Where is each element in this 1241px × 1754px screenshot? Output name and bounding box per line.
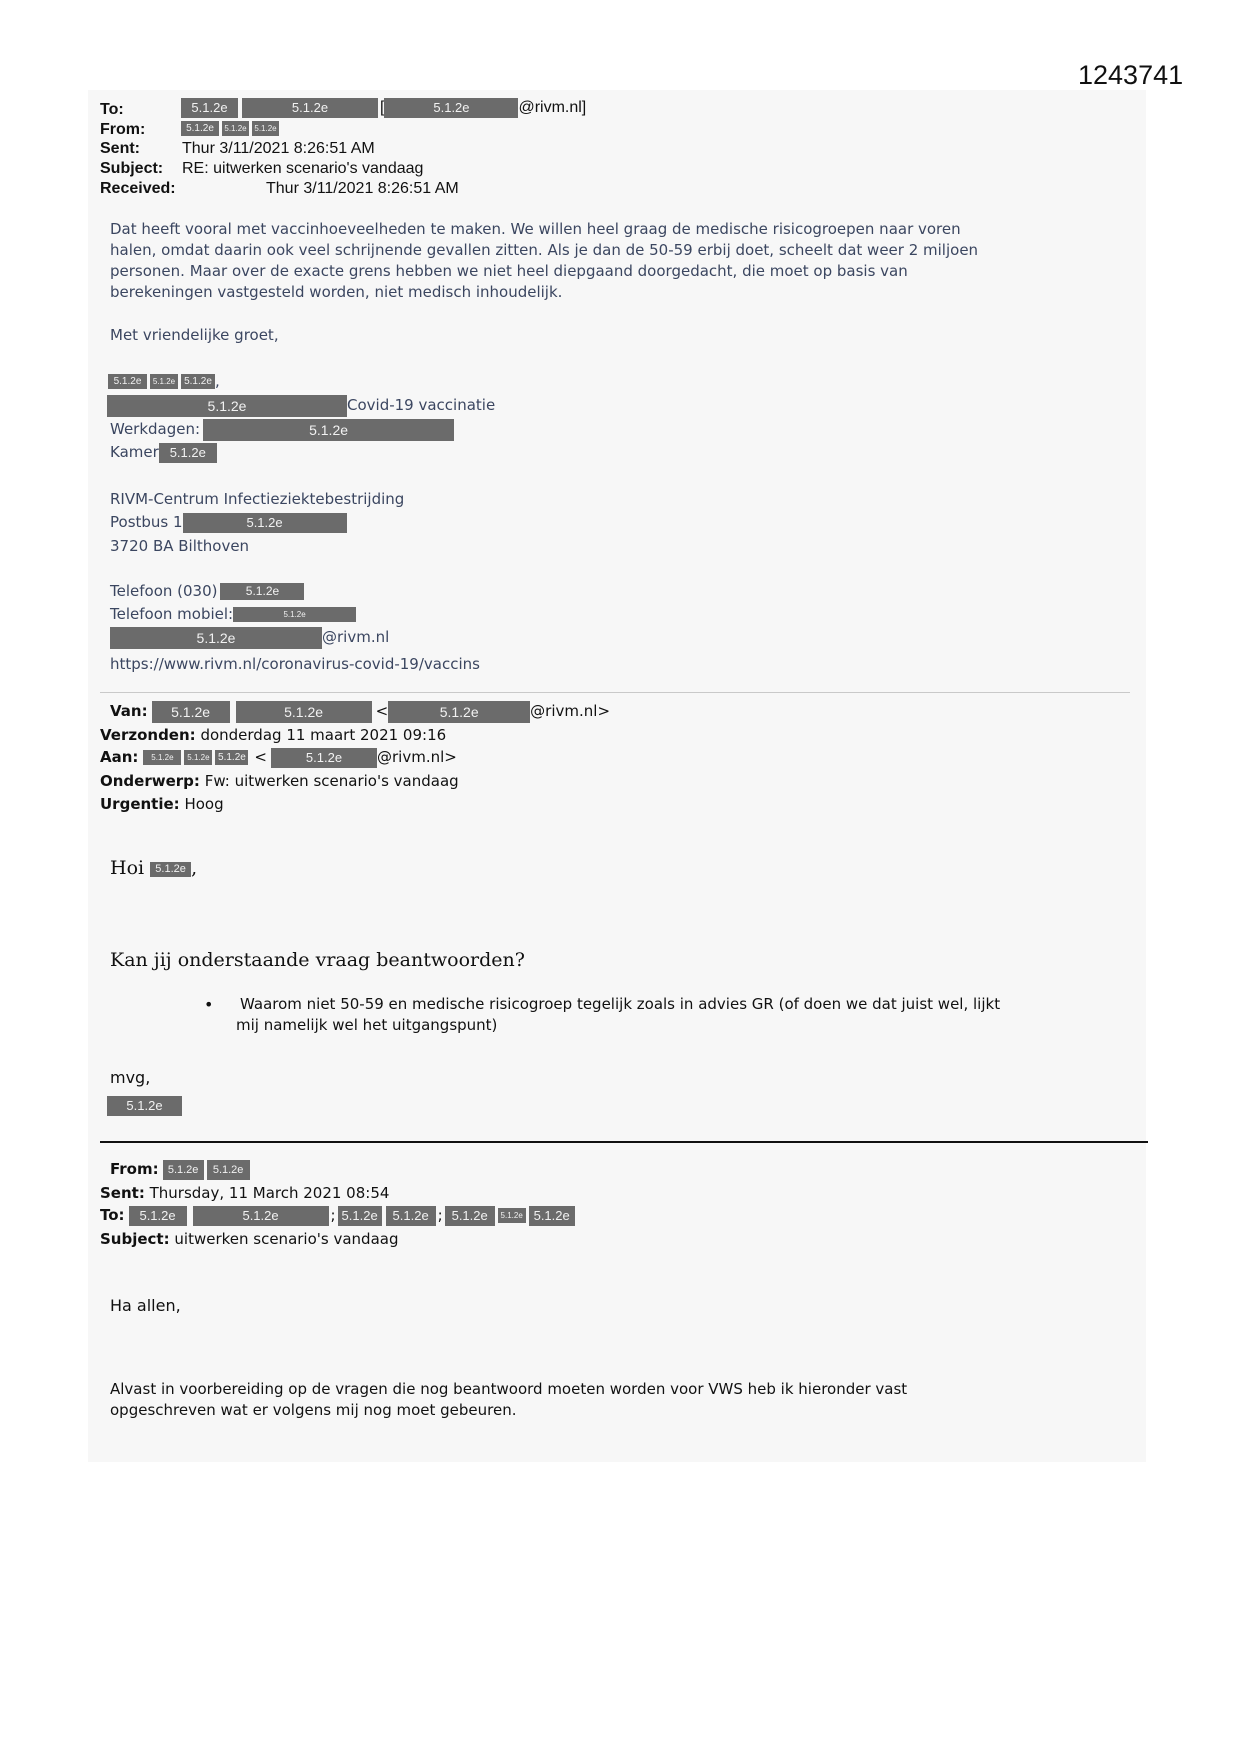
redaction-block: 5.1.2e xyxy=(110,627,322,649)
subject3-line xyxy=(100,1228,398,1251)
received-label: Received: xyxy=(100,180,176,197)
signature-mobile xyxy=(110,604,356,625)
postbox-label: Postbus 1 xyxy=(110,513,183,531)
signature-postbox xyxy=(110,512,347,533)
from3-label: From: xyxy=(110,1160,159,1178)
redaction-block: 5.1.2e xyxy=(143,750,181,765)
signature-comma: , xyxy=(215,372,220,390)
redaction-block: 5.1.2e xyxy=(220,583,304,600)
urgentie-label: Urgentie: xyxy=(100,795,180,813)
from-sender xyxy=(181,120,279,138)
forward-question: Kan jij onderstaande vraag beantwoorden? xyxy=(110,949,525,971)
redaction-block: 5.1.2e xyxy=(233,607,356,622)
redaction-block: 5.1.2e xyxy=(181,98,238,118)
redaction-block: 5.1.2e xyxy=(183,513,347,533)
redaction-block: 5.1.2e xyxy=(445,1206,495,1226)
forward-greeting-text: Hoi xyxy=(110,857,145,879)
reply-line-1: Dat heeft vooral met vaccinhoeveelheden te maken. We willen heel graag de medische risicogroepen naar voren xyxy=(110,220,961,238)
subject-label: Subject: xyxy=(100,160,164,177)
redaction-block: 5.1.2e xyxy=(108,374,147,389)
aan-email-suffix: @rivm.nl> xyxy=(377,748,457,766)
aan-label: Aan: xyxy=(100,748,139,766)
redaction-block: 5.1.2e xyxy=(236,701,372,723)
signature-role xyxy=(107,395,495,417)
email-suffix: @rivm.nl xyxy=(322,628,390,647)
from3-line xyxy=(110,1158,250,1181)
reply-line-2: halen, omdat daarin ook veel schrijnende gevallen zitten. Als je dan de 50-59 erbij doet, scheelt dat weer 2 miljoen xyxy=(110,241,979,259)
to-recipients xyxy=(181,98,586,118)
to3-semicolon: ; xyxy=(437,1206,443,1224)
from-label: From: xyxy=(100,121,146,138)
redaction-block: 5.1.2e xyxy=(193,1206,329,1226)
van-lt: < xyxy=(375,702,389,720)
redaction-block: 5.1.2e xyxy=(386,1206,436,1226)
redaction-block: 5.1.2e xyxy=(388,701,530,723)
reply-greeting: Met vriendelijke groet, xyxy=(110,326,279,344)
postal-address: 3720 BA Bilthoven xyxy=(110,537,250,555)
redaction-block: 5.1.2e xyxy=(529,1206,575,1226)
rivm-vaccine-url[interactable]: https://www.rivm.nl/coronavirus-covid-19/vaccins xyxy=(110,655,480,673)
onderwerp-value: Fw: uitwerken scenario's vandaag xyxy=(204,772,459,790)
signature-email xyxy=(110,627,389,649)
redaction-block: 5.1.2e xyxy=(384,98,518,118)
subject3-label: Subject: xyxy=(100,1230,170,1248)
reply-line-3: personen. Maar over de exacte grens hebben we niet heel diepgaand doorgedacht, die moet op basis van xyxy=(110,262,908,280)
sent3-label: Sent: xyxy=(100,1184,145,1202)
to-email-suffix: @rivm.nl] xyxy=(518,99,587,117)
redaction-block: 5.1.2e xyxy=(163,1160,204,1180)
header-divider xyxy=(100,692,1130,693)
message-separator xyxy=(100,1141,1148,1143)
redaction-block: 5.1.2e xyxy=(181,121,219,136)
redaction-block: 5.1.2e xyxy=(242,98,378,118)
mobile-label: Telefoon mobiel: xyxy=(110,605,234,623)
bullet-line-2: mij namelijk wel het uitgangspunt) xyxy=(236,1016,498,1034)
redaction-block: 5.1.2e xyxy=(215,750,248,765)
redaction-block: 5.1.2e xyxy=(152,701,230,723)
forward-greeting-comma: , xyxy=(191,857,198,879)
redaction-block: 5.1.2e xyxy=(207,1160,250,1180)
bullet-line-1: Waarom niet 50-59 en medische risicogroep tegelijk zoals in advies GR (of doen we dat juist wel, lijkt xyxy=(240,995,1001,1013)
signature-phone xyxy=(110,581,304,602)
redaction-block: 5.1.2e xyxy=(107,1096,182,1116)
van-label: Van: xyxy=(110,702,148,720)
verzonden-label: Verzonden: xyxy=(100,726,196,744)
redaction-block: 5.1.2e xyxy=(159,443,217,463)
signature-name xyxy=(108,371,220,392)
verzonden-line xyxy=(100,724,446,747)
onderwerp-line xyxy=(100,770,459,793)
room-label: Kamer xyxy=(110,443,159,461)
signature-room xyxy=(110,442,217,463)
forward-signature xyxy=(107,1096,182,1116)
signature-role-suffix: Covid-19 vaccinatie xyxy=(347,396,496,415)
to3-semicolon: ; xyxy=(330,1206,336,1224)
sent3-line xyxy=(100,1182,389,1205)
to3-label: To: xyxy=(100,1206,125,1224)
urgentie-line xyxy=(100,793,224,816)
reply-line-4: berekeningen vastgesteld worden, niet medisch inhoudelijk. xyxy=(110,283,563,301)
original-greeting: Ha allen, xyxy=(110,1296,181,1315)
onderwerp-label: Onderwerp: xyxy=(100,772,200,790)
original-line-1: Alvast in voorbereiding op de vragen die nog beantwoord moeten worden voor VWS heb ik hieronder vast xyxy=(110,1380,908,1398)
forward-greeting xyxy=(110,857,197,879)
redaction-block: 5.1.2e xyxy=(107,395,347,417)
van-line xyxy=(110,700,610,723)
bullet-symbol: • xyxy=(204,995,214,1014)
aan-lt: < xyxy=(254,748,267,766)
organization-name: RIVM-Centrum Infectieziektebestrijding xyxy=(110,490,405,508)
aan-line xyxy=(100,746,457,769)
redaction-block: 5.1.2e xyxy=(184,750,212,765)
received-value: Thur 3/11/2021 8:26:51 AM xyxy=(266,180,459,197)
original-line-2: opgeschreven wat er volgens mij nog moet gebeuren. xyxy=(110,1401,517,1419)
redaction-block: 5.1.2e xyxy=(252,121,279,136)
redaction-block: 5.1.2e xyxy=(498,1208,526,1223)
redaction-block: 5.1.2e xyxy=(222,121,249,136)
signature-workdays xyxy=(110,419,454,441)
redaction-block: 5.1.2e xyxy=(150,862,191,877)
redaction-block: 5.1.2e xyxy=(271,748,377,768)
subject3-value: uitwerken scenario's vandaag xyxy=(174,1230,399,1248)
subject-value: RE: uitwerken scenario's vandaag xyxy=(182,160,424,177)
urgentie-value: Hoog xyxy=(184,795,224,813)
to3-line xyxy=(100,1204,575,1227)
sent-label: Sent: xyxy=(100,140,140,157)
to-bracket: [ xyxy=(380,99,385,117)
phone-label: Telefoon (030) xyxy=(110,582,218,600)
van-email-suffix: @rivm.nl> xyxy=(530,702,611,720)
redaction-block: 5.1.2e xyxy=(150,374,178,389)
redaction-block: 5.1.2e xyxy=(338,1206,382,1226)
document-number: 1243741 xyxy=(1078,60,1184,90)
verzonden-value: donderdag 11 maart 2021 09:16 xyxy=(200,726,447,744)
sent-value: Thur 3/11/2021 8:26:51 AM xyxy=(182,140,375,157)
redaction-block: 5.1.2e xyxy=(203,419,454,441)
redaction-block: 5.1.2e xyxy=(181,374,215,389)
to-label: To: xyxy=(100,101,124,118)
workdays-label: Werkdagen: xyxy=(110,420,201,439)
redaction-block: 5.1.2e xyxy=(129,1206,187,1226)
sent3-value: Thursday, 11 March 2021 08:54 xyxy=(149,1184,390,1202)
forward-closing: mvg, xyxy=(110,1068,151,1087)
